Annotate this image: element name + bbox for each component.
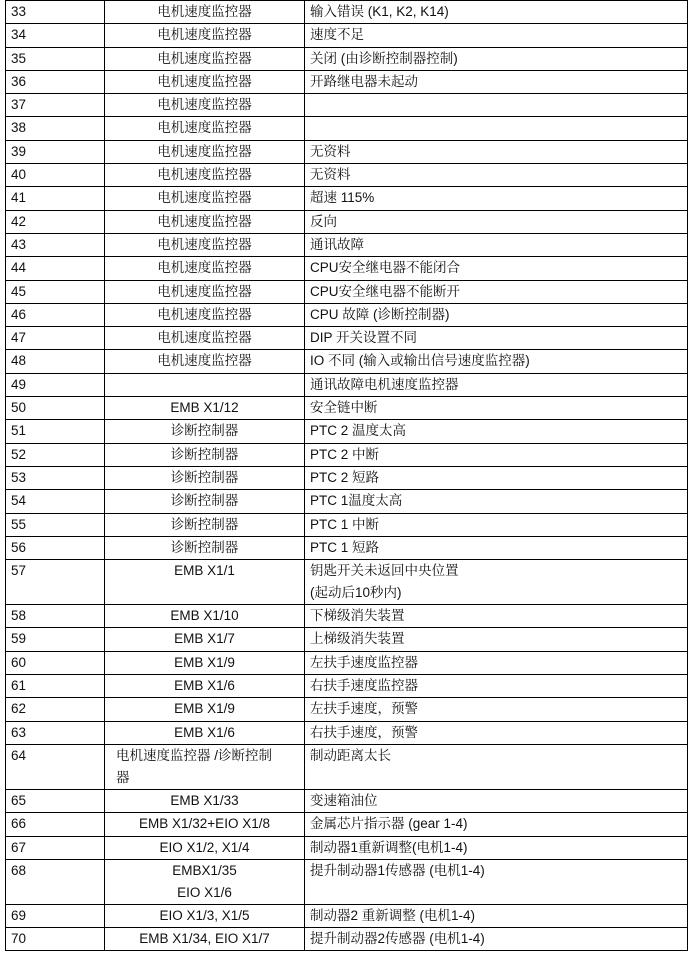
fault-description-cell	[305, 350, 688, 373]
fault-number-cell: 49	[6, 373, 105, 396]
fault-source-text: EMB X1/12	[170, 400, 239, 416]
fault-number-cell: 60	[6, 651, 105, 674]
fault-description-cell	[305, 164, 688, 187]
fault-description-cell	[305, 859, 688, 904]
fault-source-text: EMB X1/6	[174, 724, 235, 740]
fault-description-text: 提升制动器2传感器 (电机1-4)	[310, 931, 485, 947]
fault-source-text: EIO X1/2, X1/4	[159, 839, 250, 855]
fault-source-text: 电机速度监控器	[157, 27, 252, 43]
fault-source-text: 诊断控制器	[170, 516, 239, 532]
fault-description-text: CPU安全继电器不能闭合	[310, 260, 461, 276]
table-row	[6, 164, 688, 187]
table-row	[6, 24, 688, 47]
fault-source-cell	[105, 47, 305, 70]
fault-source-text: 诊断控制器	[170, 539, 239, 555]
fault-description-text: 开路继电器未起动	[310, 73, 418, 89]
fault-number-cell: 33	[6, 1, 105, 24]
fault-source-cell	[105, 303, 305, 326]
fault-description-cell	[305, 303, 688, 326]
table-row	[6, 513, 688, 536]
fault-description-cell	[305, 280, 688, 303]
fault-source-cell	[105, 280, 305, 303]
fault-number-cell: 39	[6, 140, 105, 163]
table-row	[6, 721, 688, 744]
fault-number-cell: 38	[6, 117, 105, 140]
fault-description-text: 输入错误 (K1, K2, K14)	[310, 4, 449, 19]
fault-description-cell	[305, 490, 688, 513]
fault-source-text: EMB X1/7	[174, 631, 235, 647]
fault-number-cell: 36	[6, 70, 105, 93]
fault-number-cell: 58	[6, 605, 105, 628]
fault-description-text: 安全链中断	[310, 400, 378, 416]
fault-description-text: CPU 故障 (诊断控制器)	[310, 306, 450, 322]
table-row	[6, 47, 688, 70]
fault-source-cell	[105, 651, 305, 674]
table-row	[6, 675, 688, 698]
fault-code-table-body	[6, 1, 688, 951]
fault-description-text: PTC 2 短路	[310, 469, 380, 485]
fault-source-text: EMB X1/9	[174, 654, 235, 670]
table-row	[6, 536, 688, 559]
fault-description-cell	[305, 257, 688, 280]
fault-description-text: 制动器2 重新调整 (电机1-4)	[310, 907, 476, 923]
fault-number-cell: 63	[6, 721, 105, 744]
fault-description-text: 反向	[310, 213, 337, 229]
table-row	[6, 140, 688, 163]
fault-number-cell: 47	[6, 327, 105, 350]
fault-source-text: EMB X1/32+EIO X1/8	[139, 816, 270, 832]
fault-number-cell: 34	[6, 24, 105, 47]
fault-number-cell: 66	[6, 813, 105, 836]
fault-source-text: 电机速度监控器	[157, 120, 252, 136]
fault-description-cell	[305, 536, 688, 559]
fault-source-cell	[105, 813, 305, 836]
table-row	[6, 628, 688, 651]
table-row	[6, 420, 688, 443]
fault-description-cell	[305, 836, 688, 859]
fault-number-cell: 55	[6, 513, 105, 536]
table-row	[6, 560, 688, 605]
fault-description-text: (起动后10秒内)	[310, 585, 402, 601]
fault-description-text: CPU安全继电器不能断开	[310, 283, 461, 299]
table-row	[6, 789, 688, 812]
fault-source-text: EMB X1/34, EIO X1/7	[139, 931, 270, 947]
fault-number-cell: 61	[6, 675, 105, 698]
fault-description-text: 变速箱油位	[310, 792, 378, 808]
fault-number-cell: 59	[6, 628, 105, 651]
fault-number-cell: 67	[6, 836, 105, 859]
fault-number-cell: 46	[6, 303, 105, 326]
table-row	[6, 257, 688, 280]
fault-source-cell	[105, 373, 305, 396]
fault-number-cell: 65	[6, 789, 105, 812]
fault-description-text: 金属芯片指示器 (gear 1-4)	[310, 816, 468, 832]
fault-source-text: 电机速度监控器 /诊断控制	[116, 747, 273, 763]
fault-number-cell: 56	[6, 536, 105, 559]
table-row	[6, 327, 688, 350]
table-row	[6, 303, 688, 326]
fault-source-text: EIO X1/3, X1/5	[159, 907, 250, 923]
fault-description-cell	[305, 24, 688, 47]
fault-number-cell: 54	[6, 490, 105, 513]
fault-description-text: 速度不足	[310, 27, 364, 43]
fault-number-cell: 37	[6, 94, 105, 117]
fault-description-text: IO 不同 (输入或输出信号速度监控器)	[310, 353, 530, 369]
fault-number-cell: 43	[6, 233, 105, 256]
table-row	[6, 744, 688, 789]
fault-source-text: EMB X1/6	[174, 678, 235, 694]
fault-description-text: PTC 1 短路	[310, 539, 380, 555]
fault-source-text: 电机速度监控器	[157, 213, 252, 229]
table-row	[6, 813, 688, 836]
fault-description-cell	[305, 928, 688, 951]
fault-description-cell	[305, 605, 688, 628]
fault-description-cell	[305, 651, 688, 674]
fault-source-cell	[105, 350, 305, 373]
fault-source-cell	[105, 233, 305, 256]
fault-source-text: 诊断控制器	[170, 493, 239, 509]
fault-source-cell	[105, 210, 305, 233]
fault-source-cell	[105, 420, 305, 443]
fault-source-cell	[105, 164, 305, 187]
fault-description-cell	[305, 466, 688, 489]
fault-source-text: 电机速度监控器	[157, 167, 252, 183]
fault-description-text: 右扶手速度监控器	[310, 678, 418, 694]
table-row	[6, 928, 688, 951]
fault-source-cell	[105, 744, 305, 789]
fault-description-cell	[305, 744, 688, 789]
table-row	[6, 651, 688, 674]
fault-source-text: 电机速度监控器	[157, 283, 252, 299]
fault-description-text: 无资料	[310, 143, 351, 159]
fault-description-text: 左扶手速度监控器	[310, 654, 418, 670]
table-row	[6, 233, 688, 256]
fault-source-cell	[105, 698, 305, 721]
fault-description-text: 右扶手速度，预警	[310, 724, 418, 740]
fault-description-text: 钥匙开关未返回中央位置	[310, 563, 459, 579]
fault-description-cell	[305, 420, 688, 443]
fault-source-cell	[105, 904, 305, 927]
fault-description-text: 左扶手速度，预警	[310, 701, 418, 717]
fault-number-cell: 64	[6, 744, 105, 789]
fault-description-cell	[305, 373, 688, 396]
fault-source-cell	[105, 789, 305, 812]
fault-description-cell	[305, 443, 688, 466]
table-row	[6, 117, 688, 140]
fault-source-text: 电机速度监控器	[157, 260, 252, 276]
fault-source-cell	[105, 675, 305, 698]
fault-source-text: EMB X1/33	[170, 792, 239, 808]
fault-source-cell	[105, 257, 305, 280]
fault-source-text: 电机速度监控器	[157, 353, 252, 369]
table-row	[6, 350, 688, 373]
fault-source-text: 电机速度监控器	[157, 50, 252, 66]
fault-number-cell: 68	[6, 859, 105, 904]
fault-description-cell	[305, 233, 688, 256]
fault-source-text: EMB X1/1	[174, 563, 235, 579]
fault-source-text: 诊断控制器	[170, 446, 239, 462]
fault-source-cell	[105, 605, 305, 628]
fault-description-cell	[305, 813, 688, 836]
fault-description-text: 超速 115%	[310, 190, 375, 206]
fault-description-cell	[305, 187, 688, 210]
fault-source-text: 电机速度监控器	[157, 236, 252, 252]
fault-source-cell	[105, 24, 305, 47]
fault-source-cell	[105, 94, 305, 117]
fault-code-table	[5, 0, 688, 951]
fault-description-text: 下梯级消失装置	[310, 608, 405, 624]
fault-source-cell	[105, 117, 305, 140]
table-row	[6, 397, 688, 420]
fault-source-text: 电机速度监控器	[157, 306, 252, 322]
fault-number-cell: 40	[6, 164, 105, 187]
fault-source-text: 诊断控制器	[170, 423, 239, 439]
fault-source-cell	[105, 836, 305, 859]
fault-description-cell	[305, 698, 688, 721]
table-row	[6, 490, 688, 513]
fault-description-text: 无资料	[310, 167, 351, 183]
fault-number-cell: 51	[6, 420, 105, 443]
fault-source-text: EMB X1/9	[174, 701, 235, 717]
fault-description-cell	[305, 628, 688, 651]
fault-source-text: EIO X1/6	[177, 884, 232, 900]
table-row	[6, 94, 688, 117]
fault-description-cell	[305, 721, 688, 744]
fault-description-text: PTC 1 中断	[310, 516, 380, 532]
fault-description-cell	[305, 140, 688, 163]
fault-description-cell	[305, 789, 688, 812]
fault-source-text: 电机速度监控器	[157, 73, 252, 89]
table-row	[6, 70, 688, 93]
fault-number-cell: 52	[6, 443, 105, 466]
fault-description-cell	[305, 560, 688, 605]
fault-description-text: 制动距离太长	[310, 747, 391, 763]
table-row	[6, 698, 688, 721]
table-row	[6, 836, 688, 859]
fault-source-text: 器	[116, 769, 130, 785]
table-row	[6, 859, 688, 904]
fault-source-text: EMB X1/10	[170, 608, 239, 624]
fault-source-cell	[105, 536, 305, 559]
table-row	[6, 1, 688, 24]
fault-number-cell: 44	[6, 257, 105, 280]
table-row	[6, 187, 688, 210]
fault-source-cell	[105, 140, 305, 163]
fault-source-text: 电机速度监控器	[157, 330, 252, 346]
fault-source-text: 电机速度监控器	[157, 4, 252, 19]
fault-source-text: 诊断控制器	[170, 469, 239, 485]
fault-description-text: PTC 1温度太高	[310, 493, 403, 509]
fault-description-cell	[305, 904, 688, 927]
fault-number-cell: 48	[6, 350, 105, 373]
fault-description-text: 制动器1重新调整(电机1-4)	[310, 839, 468, 855]
fault-source-cell	[105, 928, 305, 951]
fault-description-cell	[305, 47, 688, 70]
fault-number-cell: 62	[6, 698, 105, 721]
fault-description-cell	[305, 675, 688, 698]
fault-description-text: 上梯级消失装置	[310, 631, 405, 647]
fault-source-cell	[105, 1, 305, 24]
table-row	[6, 210, 688, 233]
fault-number-cell: 45	[6, 280, 105, 303]
fault-number-cell: 42	[6, 210, 105, 233]
fault-description-cell	[305, 513, 688, 536]
fault-number-cell: 35	[6, 47, 105, 70]
table-row	[6, 904, 688, 927]
fault-source-cell	[105, 513, 305, 536]
fault-description-cell	[305, 117, 688, 140]
fault-source-text: 电机速度监控器	[157, 190, 252, 206]
table-row	[6, 443, 688, 466]
fault-description-cell	[305, 70, 688, 93]
fault-number-cell: 57	[6, 560, 105, 605]
fault-description-text: PTC 2 中断	[310, 446, 380, 462]
fault-source-cell	[105, 628, 305, 651]
fault-number-cell: 70	[6, 928, 105, 951]
fault-description-cell	[305, 327, 688, 350]
fault-source-cell	[105, 70, 305, 93]
fault-source-cell	[105, 443, 305, 466]
table-row	[6, 280, 688, 303]
fault-number-cell: 69	[6, 904, 105, 927]
fault-source-cell	[105, 327, 305, 350]
fault-description-text: 通讯故障电机速度监控器	[310, 376, 459, 392]
fault-source-cell	[105, 466, 305, 489]
fault-source-text: 电机速度监控器	[157, 97, 252, 113]
fault-description-text: 通讯故障	[310, 236, 364, 252]
table-row	[6, 466, 688, 489]
fault-source-cell	[105, 560, 305, 605]
fault-number-cell: 53	[6, 466, 105, 489]
table-row	[6, 373, 688, 396]
fault-number-cell: 50	[6, 397, 105, 420]
table-row	[6, 605, 688, 628]
fault-description-text: 提升制动器1传感器 (电机1-4)	[310, 862, 485, 878]
fault-number-cell: 41	[6, 187, 105, 210]
fault-description-cell	[305, 1, 688, 24]
fault-source-cell	[105, 490, 305, 513]
fault-source-cell	[105, 397, 305, 420]
fault-description-cell	[305, 94, 688, 117]
fault-description-text: 关闭 (由诊断控制器控制)	[310, 50, 458, 66]
fault-description-cell	[305, 397, 688, 420]
fault-source-cell	[105, 721, 305, 744]
fault-source-cell	[105, 859, 305, 904]
fault-description-text: DIP 开关设置不同	[310, 330, 418, 346]
fault-source-text: 电机速度监控器	[157, 143, 252, 159]
fault-source-text: EMBX1/35	[172, 862, 237, 878]
fault-source-cell	[105, 187, 305, 210]
fault-description-text: PTC 2 温度太高	[310, 423, 407, 439]
fault-description-cell	[305, 210, 688, 233]
